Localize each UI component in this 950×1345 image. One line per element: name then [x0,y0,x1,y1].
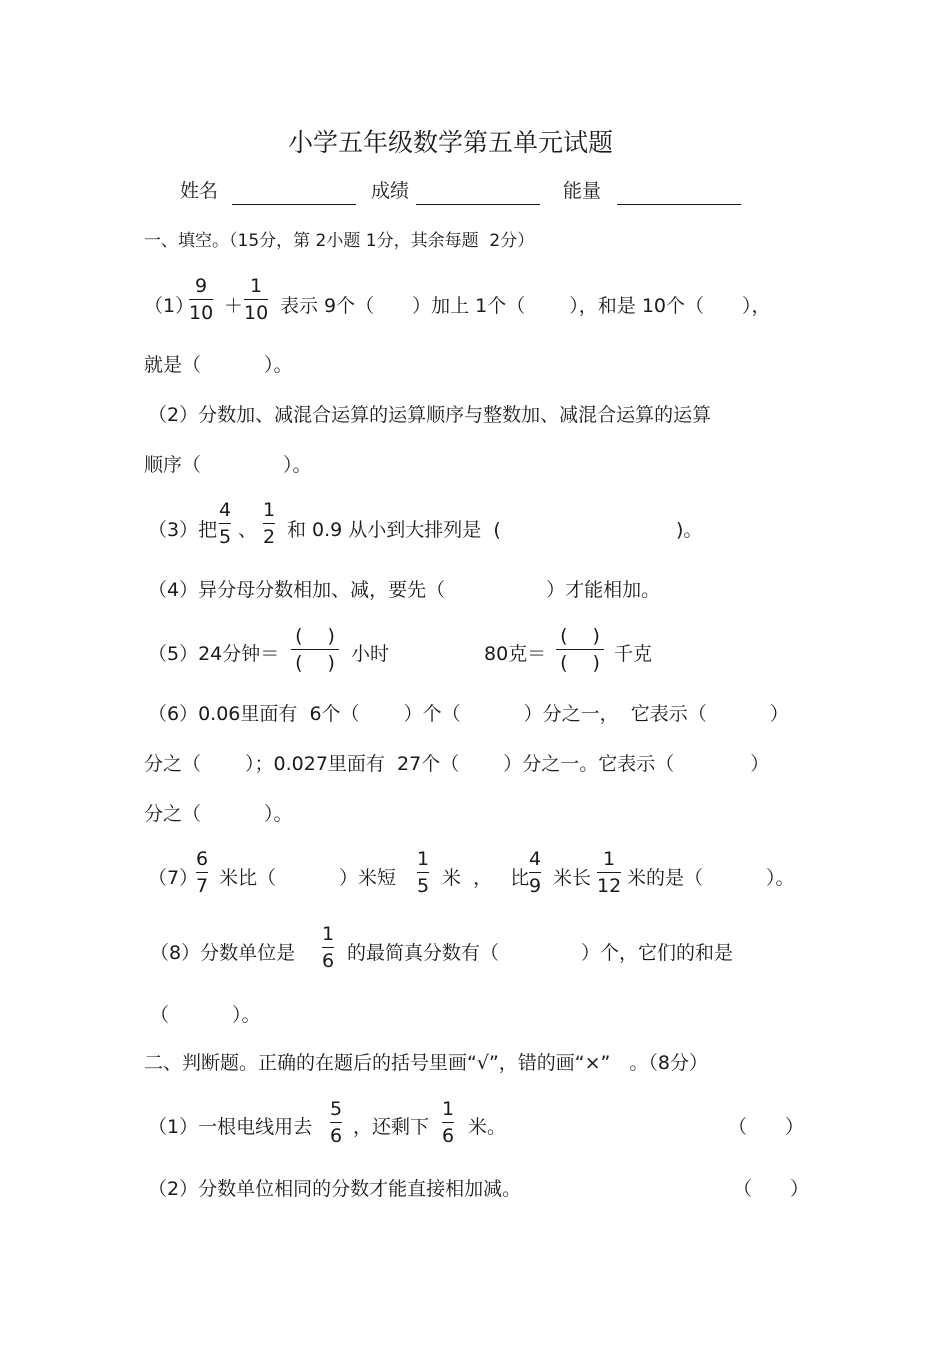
s2q1-answer-bracket[interactable]: （ ） [728,1116,805,1138]
name-blank[interactable] [232,204,356,205]
s2q1-fraction-1: 5 6 [330,1098,343,1147]
q3-fraction-1: 4 5 [219,499,232,548]
q1-line2: 就是（ ）。 [144,354,293,376]
q7-fraction-4: 1 12 [597,848,622,897]
q1-plus: ＋ [224,295,244,317]
q2-line2: 顺序（ ）。 [144,454,312,476]
q7-fraction-2: 1 5 [417,848,430,897]
section2-heading: 二、判断题。正确的在题后的括号里画“√”，错的画“×” 。（8分） [144,1052,708,1074]
s2q1-text-2: ，还剩下 [353,1116,430,1138]
section1-heading: 一、填空。（15分，第 2小题 1分，其余每题 2分） [144,231,535,251]
q5-left-fraction: ( ) ( ) [291,627,339,673]
q1-fraction-2: 1 10 [244,275,269,324]
q5-right-fraction: ( ) ( ) [556,627,604,673]
q3-separator: 、 [238,519,258,541]
q5-left: （5）24分钟＝ [148,643,280,665]
q1-fraction-1: 9 10 [189,275,214,324]
s2q2-answer-bracket[interactable]: （ ） [733,1178,810,1200]
q7-text-2: 米 ， 比 [442,867,530,889]
ability-blank[interactable] [617,204,741,205]
q3-close: )。 [676,519,703,541]
s2q1-text-1: （1）一根电线用去 [148,1116,313,1138]
q2-line1: （2）分数加、减混合运算的运算顺序与整数加、减混合运算的运算 [148,404,712,426]
ability-label: 能量 [563,180,602,202]
q8-line2: （ ）。 [150,1004,261,1026]
q7-number: （7） [148,867,199,889]
q8-text-1: （8）分数单位是 [150,942,296,964]
q6-line3: 分之（ ）。 [144,803,293,825]
q1-text: 表示 9个（ ）加上 1个（ ），和是 10个（ ）， [280,295,771,317]
q6-line1: （6）0.06里面有 6个（ ）个（ ）分之一， 它表示（ ） [148,703,789,725]
q1-number: （1） [144,295,195,317]
q7-text-1: 米比（ ）米短 [219,867,397,889]
q5-right: 80克＝ [484,643,547,665]
s2q2-text: （2）分数单位相同的分数才能直接相加减。 [148,1178,522,1200]
score-label: 成绩 [371,180,410,202]
q3-number: （3）把 [148,519,218,541]
s2q1-text-3: 米。 [468,1116,507,1138]
q5-left-unit: 小时 [351,643,390,665]
q8-text-2: 的最简真分数有（ ）个，它们的和是 [347,942,734,964]
s2q1-fraction-2: 1 6 [442,1098,455,1147]
q6-line2: 分之（ ）；0.027里面有 27个（ ）分之一。它表示（ ） [144,753,770,775]
score-blank[interactable] [416,204,540,205]
q8-fraction: 1 6 [322,923,335,972]
q7-text-4: 米的是（ ）。 [627,867,795,889]
name-label: 姓名 [180,180,219,202]
q7-text-3: 米长 [553,867,592,889]
q3-fraction-2: 1 2 [263,499,276,548]
page-title: 小学五年级数学第五单元试题 [288,128,614,157]
q5-right-unit: 千克 [614,643,653,665]
q4-text: （4）异分母分数相加、减，要先（ ）才能相加。 [148,579,661,601]
q7-fraction-3: 4 9 [529,848,542,897]
q7-fraction-1: 6 7 [196,848,209,897]
q3-text: 和 0.9 从小到大排列是 ( [287,519,501,541]
